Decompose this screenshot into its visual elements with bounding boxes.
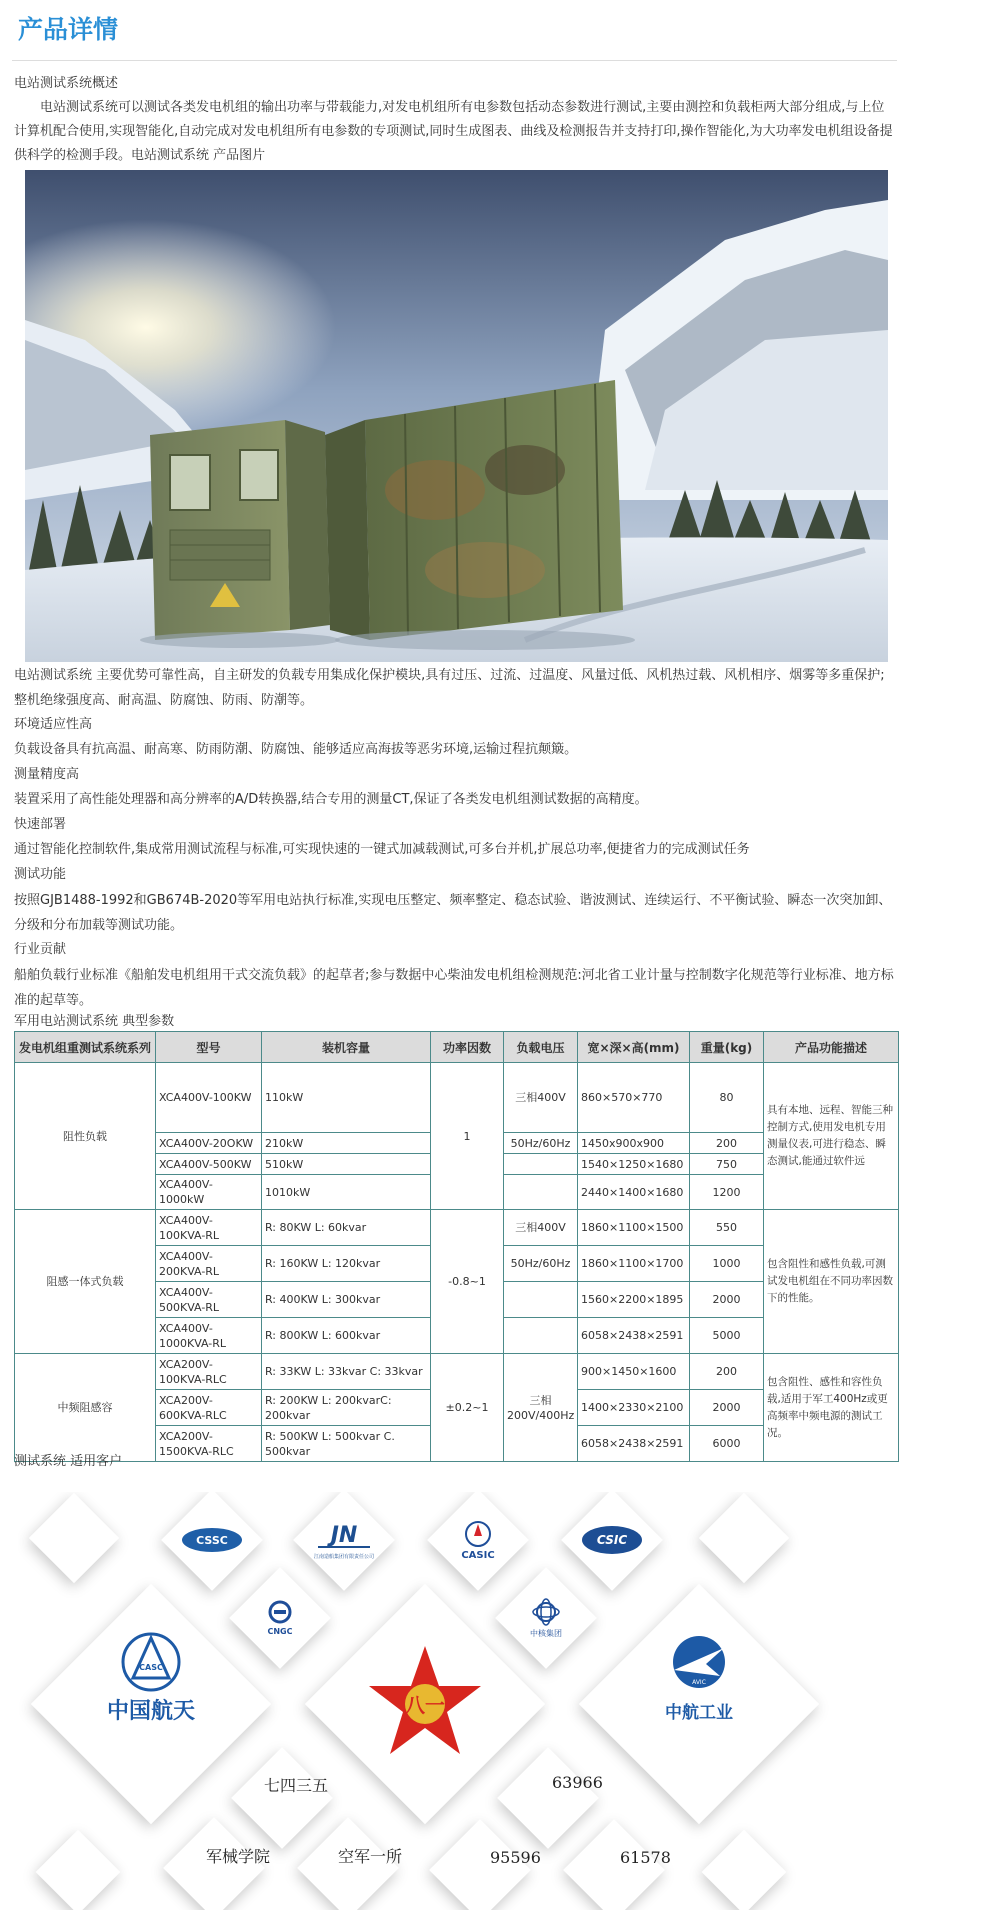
desc-cell: 包含阻性和感性负载,可测试发电机组在不同功率因数下的性能。: [764, 1210, 899, 1354]
dims-cell: 6058×2438×2591: [578, 1318, 690, 1354]
voltage-cell: 三相400V: [504, 1210, 578, 1246]
overview-heading: 电站测试系统概述: [14, 76, 119, 91]
casc-logo-text: CASC: [139, 1663, 163, 1672]
dims-cell: 860×570×770: [578, 1063, 690, 1133]
weight-cell: 1200: [690, 1175, 764, 1210]
dims-cell: 1860×1100×1500: [578, 1210, 690, 1246]
capacity-cell: R: 800KW L: 600kvar: [262, 1318, 431, 1354]
casc-logo-name: 中国航天: [106, 1699, 196, 1724]
voltage-cell-empty: [504, 1282, 578, 1318]
voltage-cell: 三相400V: [504, 1063, 578, 1133]
dims-cell: 900×1450×1600: [578, 1354, 690, 1390]
cssc-logo-icon: [179, 1522, 245, 1558]
voltage-cell-empty: [504, 1154, 578, 1175]
header-dims: 宽×深×高(mm): [578, 1032, 690, 1063]
deploy-title: 快速部署: [14, 817, 67, 832]
bayi-star-icon: [365, 1642, 485, 1762]
pf-cell: 1: [431, 1063, 504, 1210]
table-header-row: [15, 1032, 899, 1063]
pf-cell: -0.8~1: [431, 1210, 504, 1354]
overview-body: 电站测试系统可以测试各类发电机组的输出功率与带载能力,对发电机组所有电参数包括动态参数进行测试,主要由测控和负载柜两大部分组成,与上位计算机配合使用,实现智能化,自动完成对发电机组所有电参数的专项测试,同时生成图表、曲线及检测报告并支持打印,操作智能化,为大功率发电机组设备提供科学的检测手段。电站测试系统 产品图片: [14, 100, 893, 163]
client-label-7435: 七四三五: [264, 1776, 329, 1795]
table-row: [15, 1354, 899, 1390]
capacity-cell: 110kW: [262, 1063, 431, 1133]
tile-blank: [36, 1830, 121, 1910]
csic-logo-text: CSIC: [596, 1533, 628, 1547]
dims-cell: 2440×1400×1680: [578, 1175, 690, 1210]
model-cell: XCA400V-100KVA-RL: [156, 1210, 262, 1246]
capacity-cell: R: 80KW L: 60kvar: [262, 1210, 431, 1246]
voltage-cell: 50Hz/60Hz: [504, 1133, 578, 1154]
tile-blank: [29, 1493, 120, 1584]
dims-cell: 1450x900x900: [578, 1133, 690, 1154]
capacity-cell: R: 500KW L: 500kvar C. 500kvar: [262, 1426, 431, 1462]
model-cell: XCA400V-500KW: [156, 1154, 262, 1175]
tile-label: [497, 1747, 599, 1849]
dims-cell: 6058×2438×2591: [578, 1426, 690, 1462]
weight-cell: 200: [690, 1354, 764, 1390]
jn-logo-subtext: 江南造船集团有限责任公司: [313, 1554, 375, 1560]
func-text: 按照GJB1488-1992和GB674B-2020等军用电站执行标准,实现电压整定、频率整定、稳态试验、谐波测试、连续运行、不平衡试验、瞬态一次突加卸、分级和分布加载等测试功能。: [14, 893, 892, 933]
voltage-cell-empty: [504, 1318, 578, 1354]
capacity-cell: R: 33KW L: 33kvar C: 33kvar: [262, 1354, 431, 1390]
jn-logo-icon: [308, 1516, 380, 1564]
contrib-title: 行业贡献: [14, 942, 67, 957]
precision-text: 装置采用了高性能处理器和高分辨率的A/D转换器,结合专用的测量CT,保证了各类发电机组测试数据的高精度。: [14, 792, 648, 807]
table-row: [15, 1063, 899, 1133]
capacity-cell: 510kW: [262, 1154, 431, 1175]
desc-cell: 具有本地、远程、智能三种控制方式,使用发电机专用测量仪表,可进行稳态、瞬态测试,能通过软件远: [764, 1063, 899, 1210]
weight-cell: 2000: [690, 1390, 764, 1426]
pf-cell: ±0.2~1: [431, 1354, 504, 1462]
header-series: 发电机组重测试系统系列: [15, 1032, 156, 1063]
client-label-ordnance-college: 军械学院: [206, 1847, 271, 1866]
env-title: 环境适应性高: [14, 717, 93, 732]
func-title: 测试功能: [14, 867, 67, 882]
capacity-cell: 1010kW: [262, 1175, 431, 1210]
clients-caption: 测试系统 适用客户: [14, 1454, 123, 1469]
header-pf: 功率因数: [431, 1032, 504, 1063]
casic-logo-text: CASIC: [461, 1550, 495, 1561]
zhongke-logo-icon: [514, 1594, 578, 1642]
page-title: 产品详情: [18, 15, 119, 44]
weight-cell: 6000: [690, 1426, 764, 1462]
env-text: 负载设备具有抗高温、耐高寒、防雨防潮、防腐蚀、能够适应高海拔等恶劣环境,运输过程抗颠簸。: [14, 742, 578, 757]
model-cell: XCA400V-1000KVA-RL: [156, 1318, 262, 1354]
contrib-text: 船舶负载行业标准《船舶发电机组用干式交流负载》的起草者;参与数据中心柴油发电机组检测规范:河北省工业计量与控制数字化规范等行业标准、地方标准的起草等。: [14, 968, 894, 1008]
cngc-logo-text: CNGC: [267, 1627, 293, 1636]
spec-table: [14, 1031, 899, 1462]
product-photo-illustration: [25, 170, 888, 662]
weight-cell: 1000: [690, 1246, 764, 1282]
series-cell: 中频阻感容: [15, 1354, 156, 1462]
table-row: [15, 1210, 899, 1246]
table-caption: 军用电站测试系统 典型参数: [14, 1014, 175, 1029]
avic-logo-icon: [644, 1630, 754, 1740]
avic-logo-name: 中航工业: [665, 1703, 733, 1723]
model-cell: XCA200V-1500KVA-RLC: [156, 1426, 262, 1462]
header-desc: 产品功能描述: [764, 1032, 899, 1063]
zhongke-logo-text: 中核集团: [530, 1629, 562, 1638]
model-cell: XCA400V-100KW: [156, 1063, 262, 1133]
casc-logo-icon: [96, 1630, 206, 1740]
header-voltage: 负载电压: [504, 1032, 578, 1063]
capacity-cell: R: 400KW L: 300kvar: [262, 1282, 431, 1318]
model-cell: XCA400V-200KVA-RL: [156, 1246, 262, 1282]
clients-mosaic: [18, 1492, 898, 1910]
product-photo: [25, 170, 888, 662]
voltage-cell: 三相 200V/400Hz: [504, 1354, 578, 1462]
header-capacity: 装机容量: [262, 1032, 431, 1063]
series-cell: 阻感一体式负载: [15, 1210, 156, 1354]
tile-label: [231, 1747, 333, 1849]
cssc-logo-text: CSSC: [196, 1534, 228, 1547]
model-cell: XCA200V-600KVA-RLC: [156, 1390, 262, 1426]
features-intro: 电站测试系统 主要优势可靠性高，自主研发的负载专用集成化保护模块,具有过压、过流、过温度、风量过低、风机热过载、风机相序、烟雾等多重保护;整机绝缘强度高、耐高温、防腐蚀、防雨、防潮等。: [14, 668, 885, 708]
weight-cell: 550: [690, 1210, 764, 1246]
header-weight: 重量(kg): [690, 1032, 764, 1063]
client-label-95596: 95596: [490, 1848, 541, 1867]
dims-cell: 1540×1250×1680: [578, 1154, 690, 1175]
weight-cell: 5000: [690, 1318, 764, 1354]
client-label-61578: 61578: [620, 1848, 671, 1867]
weight-cell: 2000: [690, 1282, 764, 1318]
capacity-cell: R: 200KW L: 200kvarC: 200kvar: [262, 1390, 431, 1426]
header-model: 型号: [156, 1032, 262, 1063]
tile-blank: [699, 1493, 790, 1584]
voltage-cell: 50Hz/60Hz: [504, 1246, 578, 1282]
weight-cell: 750: [690, 1154, 764, 1175]
title-divider: [12, 60, 897, 61]
model-cell: XCA400V-500KVA-RL: [156, 1282, 262, 1318]
model-cell: XCA400V-20OKW: [156, 1133, 262, 1154]
weight-cell: 200: [690, 1133, 764, 1154]
dims-cell: 1400×2330×2100: [578, 1390, 690, 1426]
model-cell: XCA400V-1000kW: [156, 1175, 262, 1210]
precision-title: 测量精度高: [14, 767, 80, 782]
tile-blank: [702, 1830, 787, 1910]
casic-logo-icon: [445, 1516, 511, 1564]
deploy-text: 通过智能化控制软件,集成常用测试流程与标准,可实现快速的一键式加减载测试,可多台并机,扩展总功率,便捷省力的完成测试任务: [14, 842, 750, 857]
weight-cell: 80: [690, 1063, 764, 1133]
client-label-air-force-institute: 空军一所: [338, 1847, 403, 1866]
dims-cell: 1860×1100×1700: [578, 1246, 690, 1282]
avic-logo-text: AVIC: [692, 1679, 706, 1686]
csic-logo-icon: [579, 1522, 645, 1558]
series-cell: 阻性负载: [15, 1063, 156, 1210]
capacity-cell: 210kW: [262, 1133, 431, 1154]
bayi-star-text: 八一: [405, 1693, 445, 1717]
model-cell: XCA200V-100KVA-RLC: [156, 1354, 262, 1390]
client-label-63966: 63966: [552, 1773, 603, 1792]
desc-cell: 包含阻性、感性和容性负载,适用于军工400Hz或更高频率中频电源的测试工况。: [764, 1354, 899, 1462]
cngc-logo-icon: [248, 1596, 312, 1640]
voltage-cell-empty: [504, 1175, 578, 1210]
dims-cell: 1560×2200×1895: [578, 1282, 690, 1318]
capacity-cell: R: 160KW L: 120kvar: [262, 1246, 431, 1282]
jn-logo-text: JN: [330, 1523, 358, 1548]
